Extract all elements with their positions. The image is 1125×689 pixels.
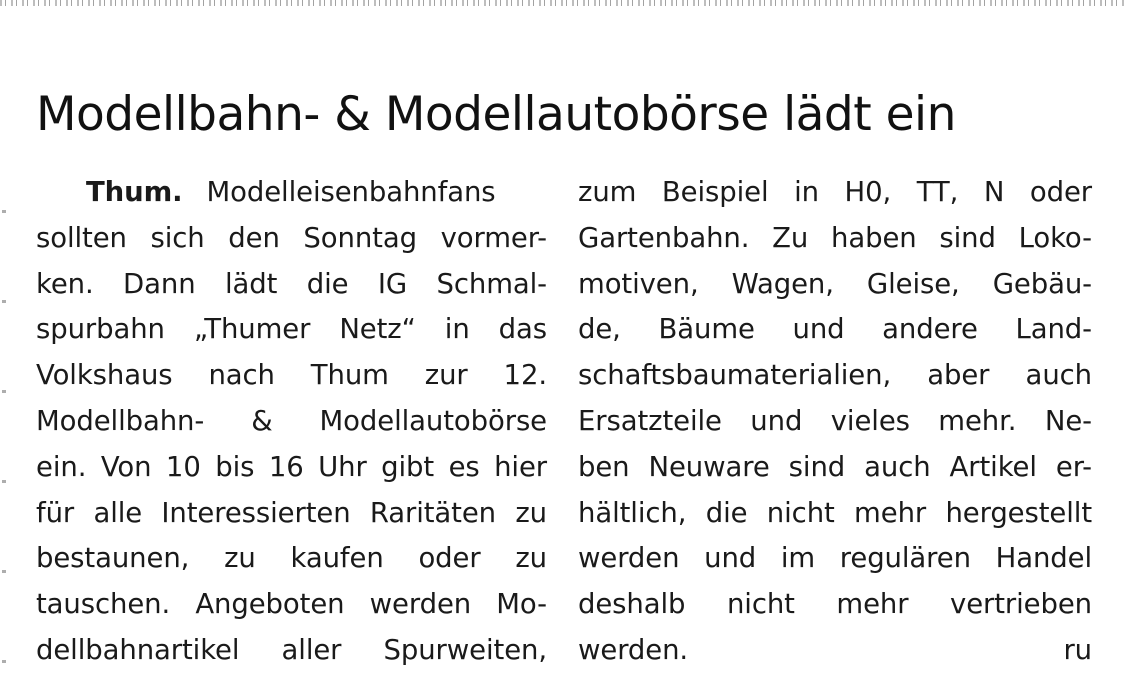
- text-line: dellbahnartikel aller Spurweiten,: [36, 633, 547, 666]
- text-line: Gartenbahn. Zu haben sind Loko-: [578, 221, 1092, 254]
- text-line: tauschen. Angeboten werden Mo-: [36, 588, 547, 621]
- text-line: Thum. Modelleisenbahnfans: [86, 176, 496, 208]
- article-headline: Modellbahn- & Modellautobörse lädt ein: [36, 87, 956, 143]
- text-line: de, Bäume und andere Land-: [578, 313, 1092, 346]
- text-line: Ersatzteile und vieles mehr. Ne-: [578, 404, 1092, 437]
- article-column-left: [36, 170, 547, 674]
- scan-border-artifact: [0, 0, 1125, 6]
- closing-text: werden.: [578, 633, 689, 666]
- article-column-right: [578, 170, 1092, 674]
- text-line: Modellbahn- & Modellautobörse: [36, 404, 547, 437]
- text-line: spurbahn „Thumer Netz“ in das: [36, 313, 547, 346]
- text-line: Volkshaus nach Thum zur 12.: [36, 359, 547, 392]
- text-line: deshalb nicht mehr vertrieben: [578, 588, 1092, 621]
- author-initials: ru: [1063, 633, 1092, 666]
- text-line: sollten sich den Sonntag vormer-: [36, 221, 547, 254]
- text-line: bestaunen, zu kaufen oder zu: [36, 542, 547, 575]
- scan-edge-artifact: [2, 170, 6, 670]
- text-line: ben Neuware sind auch Artikel er-: [578, 450, 1092, 483]
- text-line: motiven, Wagen, Gleise, Gebäu-: [578, 267, 1092, 300]
- text-line: werden und im regulären Handel: [578, 542, 1092, 575]
- text-line: für alle Interessierten Raritäten zu: [36, 496, 547, 529]
- text-line: ken. Dann lädt die IG Schmal-: [36, 267, 547, 300]
- text-line: [578, 628, 1092, 674]
- text-line: ein. Von 10 bis 16 Uhr gibt es hier: [36, 450, 547, 483]
- text-line: zum Beispiel in H0, TT, N oder: [578, 176, 1092, 208]
- text-line: hältlich, die nicht mehr hergestellt: [578, 496, 1092, 529]
- text-line: schaftsbaumaterialien, aber auch: [578, 359, 1092, 392]
- dateline: Thum.: [86, 176, 183, 208]
